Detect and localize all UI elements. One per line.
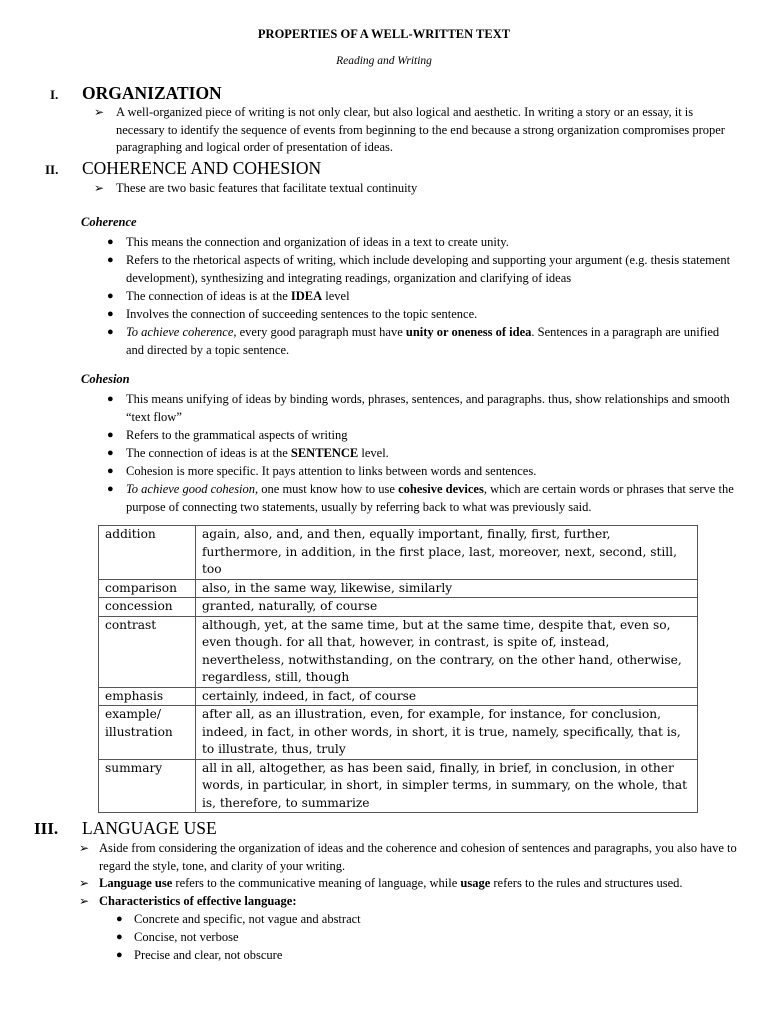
list-item: ● Concise, not verbose — [116, 930, 239, 944]
section-1-heading — [50, 83, 222, 104]
list-item: ● The connection of ideas is at the IDEA level — [107, 289, 350, 303]
bullet-icon: ● — [116, 913, 123, 925]
bullet-icon: ● — [116, 949, 123, 961]
bullet-icon: ● — [107, 290, 114, 302]
arrow-bullet-icon: ➢ — [79, 841, 90, 855]
list-item: ● Refers to the rhetorical aspects of writing, which include developing and supporting your argument (e.g. thesis statement development), synthesizing and integrating readings, organization and clarifying of ideas — [107, 253, 731, 285]
arrow-bullet-icon: ➢ — [79, 893, 90, 908]
device-type-cell: emphasis — [99, 687, 196, 706]
device-words-cell: although, yet, at the same time, but at the same time, despite that, even so, even though. for all that, however, in contrast, is spite of, instead, nevertheless, notwithstanding, on the contrary, on the other hand, otherwise, regardless, still, though — [196, 616, 698, 687]
document-title: PROPERTIES OF A WELL-WRITTEN TEXT — [257, 27, 511, 41]
section-3-numeral: III. — [34, 819, 59, 838]
section-2-numeral: II. — [45, 162, 59, 177]
list-item: ● To achieve good cohesion, one must know how to use cohesive devices, which are certain words or phrases that serve the purpose of connecting two statements, usually by referring back to what was previously said. — [107, 482, 734, 514]
bullet-icon: ● — [116, 931, 123, 943]
bullet-icon: ● — [107, 236, 114, 248]
cohesion-list — [0, 390, 768, 516]
table-row — [99, 579, 698, 598]
device-words-cell: granted, naturally, of course — [196, 598, 698, 617]
list-item: ➢ Aside from considering the organization of ideas and the coherence and cohesion of sentences and paragraphs, you also have to regard the style, tone, and clarity of your writing. — [79, 841, 737, 873]
list-item: ➢ Characteristics of effective language: — [99, 893, 739, 911]
bullet-icon: ● — [107, 483, 114, 495]
table-row — [99, 687, 698, 706]
device-words-cell: also, in the same way, likewise, similarly — [196, 579, 698, 598]
list-item: ● Precise and clear, not obscure — [116, 948, 283, 962]
section-2-heading — [45, 158, 321, 179]
bullet-icon: ● — [107, 326, 114, 338]
arrow-bullet-icon: ➢ — [79, 876, 90, 890]
arrow-bullet-icon: ➢ — [94, 181, 105, 195]
organization-paragraph: ➢ A well-organized piece of writing is not only clear, but also logical and aesthetic. In writing a story or an essay, it is necessary to identify the sequence of events from beginning to the end because a strong organization compromises proper paragraphing and logical order of presentation of ideas. — [94, 105, 725, 154]
language-use-list — [0, 840, 768, 964]
device-words-cell: all in all, altogether, as has been said, finally, in brief, in conclusion, in other words, in particular, in short, in simpler terms, in summary, on the whole, that is, therefore, to summarize — [196, 759, 698, 813]
list-item: ● The connection of ideas is at the SENTENCE level. — [107, 446, 389, 460]
table-row — [99, 759, 698, 813]
section-1-title: ORGANIZATION — [82, 83, 222, 103]
cohesion-intro: ➢ These are two basic features that facilitate textual continuity — [116, 180, 733, 198]
cohesion-heading: Cohesion — [81, 372, 130, 386]
section-2-title: COHERENCE AND COHESION — [82, 158, 322, 178]
coherence-heading: Coherence — [81, 215, 137, 229]
list-item: ● To achieve coherence, every good paragraph must have unity or oneness of idea. Sentences in a paragraph are unified and directed by a topic sentence. — [107, 325, 720, 357]
bullet-icon: ● — [107, 429, 114, 441]
device-type-cell: example/ illustration — [99, 706, 196, 760]
list-item: ● This means the connection and organization of ideas in a text to create unity. — [107, 235, 509, 249]
device-type-cell: contrast — [99, 616, 196, 687]
device-type-cell: addition — [99, 526, 196, 580]
table-row — [99, 526, 698, 580]
device-type-cell: summary — [99, 759, 196, 813]
device-type-cell: concession — [99, 598, 196, 617]
list-item: ● Refers to the grammatical aspects of writing — [107, 428, 348, 442]
section-3-heading — [34, 818, 217, 839]
bullet-icon: ● — [107, 393, 114, 405]
device-words-cell: again, also, and, and then, equally important, finally, first, further, furthermore, in addition, in the first place, last, moreover, next, second, still, too — [196, 526, 698, 580]
device-type-cell: comparison — [99, 579, 196, 598]
device-words-cell: after all, as an illustration, even, for example, for instance, for conclusion, indeed, in fact, in other words, in short, it is true, namely, specifically, that is, to illustrate, thus, truly — [196, 706, 698, 760]
cohesive-devices-table — [98, 525, 698, 813]
list-item: ➢ Language use refers to the communicative meaning of language, while usage refers to the rules and structures used. — [99, 875, 739, 893]
list-item: ● Cohesion is more specific. It pays attention to links between words and sentences. — [107, 464, 537, 478]
list-item: ● This means unifying of ideas by binding words, phrases, sentences, and paragraphs. thus, show relationships and smooth “text flow” — [107, 392, 730, 424]
table-row — [99, 598, 698, 617]
bullet-icon: ● — [107, 465, 114, 477]
section-1-numeral: I. — [50, 87, 59, 102]
device-words-cell: certainly, indeed, in fact, of course — [196, 687, 698, 706]
bullet-icon: ● — [107, 254, 114, 266]
list-item: ● Involves the connection of succeeding sentences to the topic sentence. — [107, 307, 478, 321]
bullet-icon: ● — [107, 308, 114, 320]
arrow-bullet-icon: ➢ — [94, 105, 105, 119]
table-row — [99, 706, 698, 760]
document-subtitle: Reading and Writing — [336, 55, 432, 67]
coherence-list — [0, 233, 768, 359]
section-3-title: LANGUAGE USE — [82, 818, 217, 838]
list-item: ● Concrete and specific, not vague and abstract — [116, 912, 361, 926]
table-row — [99, 616, 698, 687]
bullet-icon: ● — [107, 447, 114, 459]
